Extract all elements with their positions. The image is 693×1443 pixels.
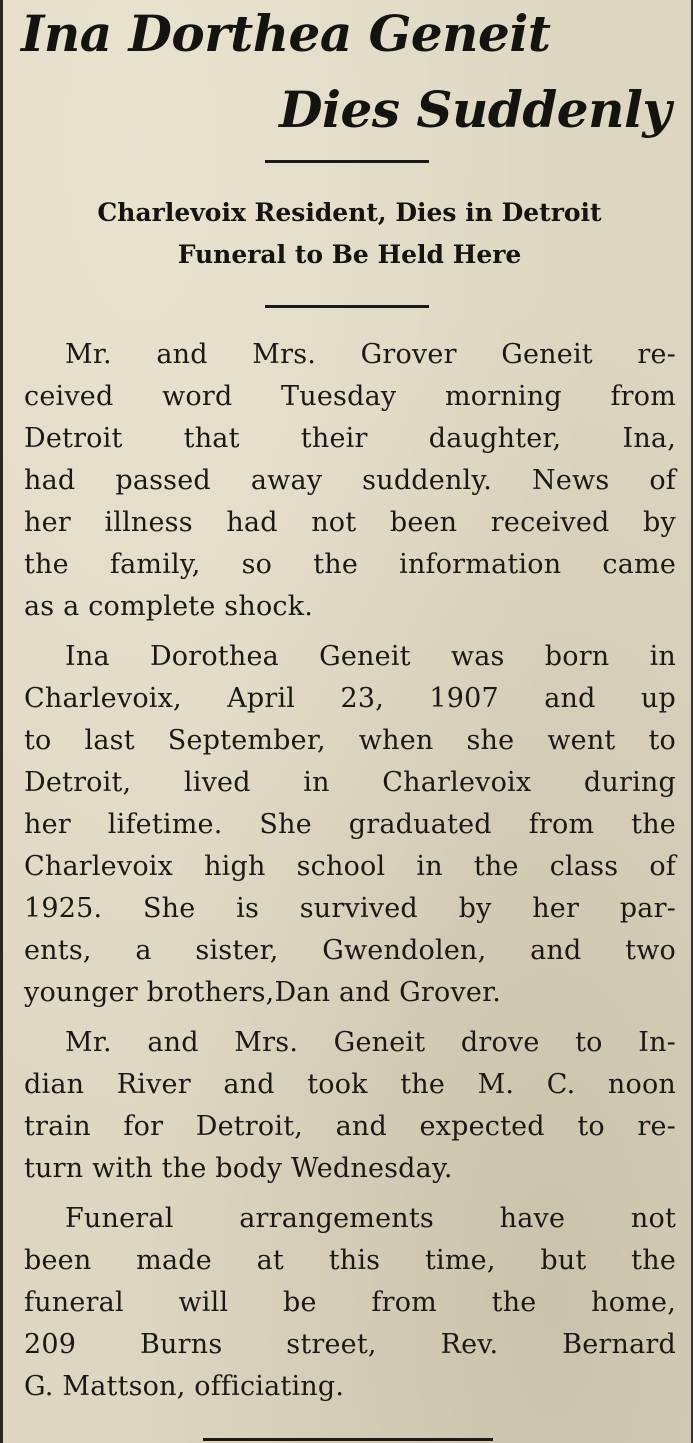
- divider-rule: [265, 160, 429, 163]
- body-line: been made at this time, but the: [24, 1245, 676, 1276]
- body-line: Charlevoix high school in the class of: [24, 851, 676, 882]
- headline-line-2: Dies Suddenly: [279, 80, 671, 139]
- body-line: funeral will be from the home,: [24, 1287, 676, 1318]
- body-line: Ina Dorothea Geneit was born in: [65, 641, 676, 672]
- body-line: her illness had not been received by: [24, 507, 676, 538]
- body-line: Mr. and Mrs. Geneit drove to In-: [65, 1027, 676, 1058]
- body-line: Charlevoix, April 23, 1907 and up: [24, 683, 676, 714]
- body-line: to last September, when she went to: [24, 725, 676, 756]
- body-line: 1925. She is survived by her par-: [24, 893, 676, 924]
- body-line: turn with the body Wednesday.: [24, 1153, 453, 1184]
- body-line: ceived word Tuesday morning from: [24, 381, 676, 412]
- headline-line-1: Ina Dorthea Geneit: [21, 4, 551, 63]
- body-line: her lifetime. She graduated from the: [24, 809, 676, 840]
- subheadline-line-1: Charlevoix Resident, Dies in Detroit: [97, 198, 602, 227]
- divider-rule: [265, 305, 429, 308]
- body-line: as a complete shock.: [24, 591, 314, 622]
- body-line: Detroit that their daughter, Ina,: [24, 423, 676, 454]
- body-line: train for Detroit, and expected to re-: [24, 1111, 676, 1142]
- body-line: younger brothers,Dan and Grover.: [24, 977, 502, 1008]
- bottom-rule: [203, 1438, 493, 1441]
- subheadline-line-2: Funeral to Be Held Here: [177, 240, 522, 269]
- body-line: dian River and took the M. C. noon: [24, 1069, 676, 1100]
- body-line: ents, a sister, Gwendolen, and two: [24, 935, 676, 966]
- body-line: 209 Burns street, Rev. Bernard: [24, 1329, 676, 1360]
- body-line: Detroit, lived in Charlevoix during: [24, 767, 676, 798]
- body-line: Funeral arrangements have not: [65, 1203, 676, 1234]
- body-line: had passed away suddenly. News of: [24, 465, 676, 496]
- body-line: Mr. and Mrs. Grover Geneit re-: [65, 339, 676, 370]
- body-line: the family, so the information came: [24, 549, 676, 580]
- body-line: G. Mattson, officiating.: [24, 1371, 345, 1402]
